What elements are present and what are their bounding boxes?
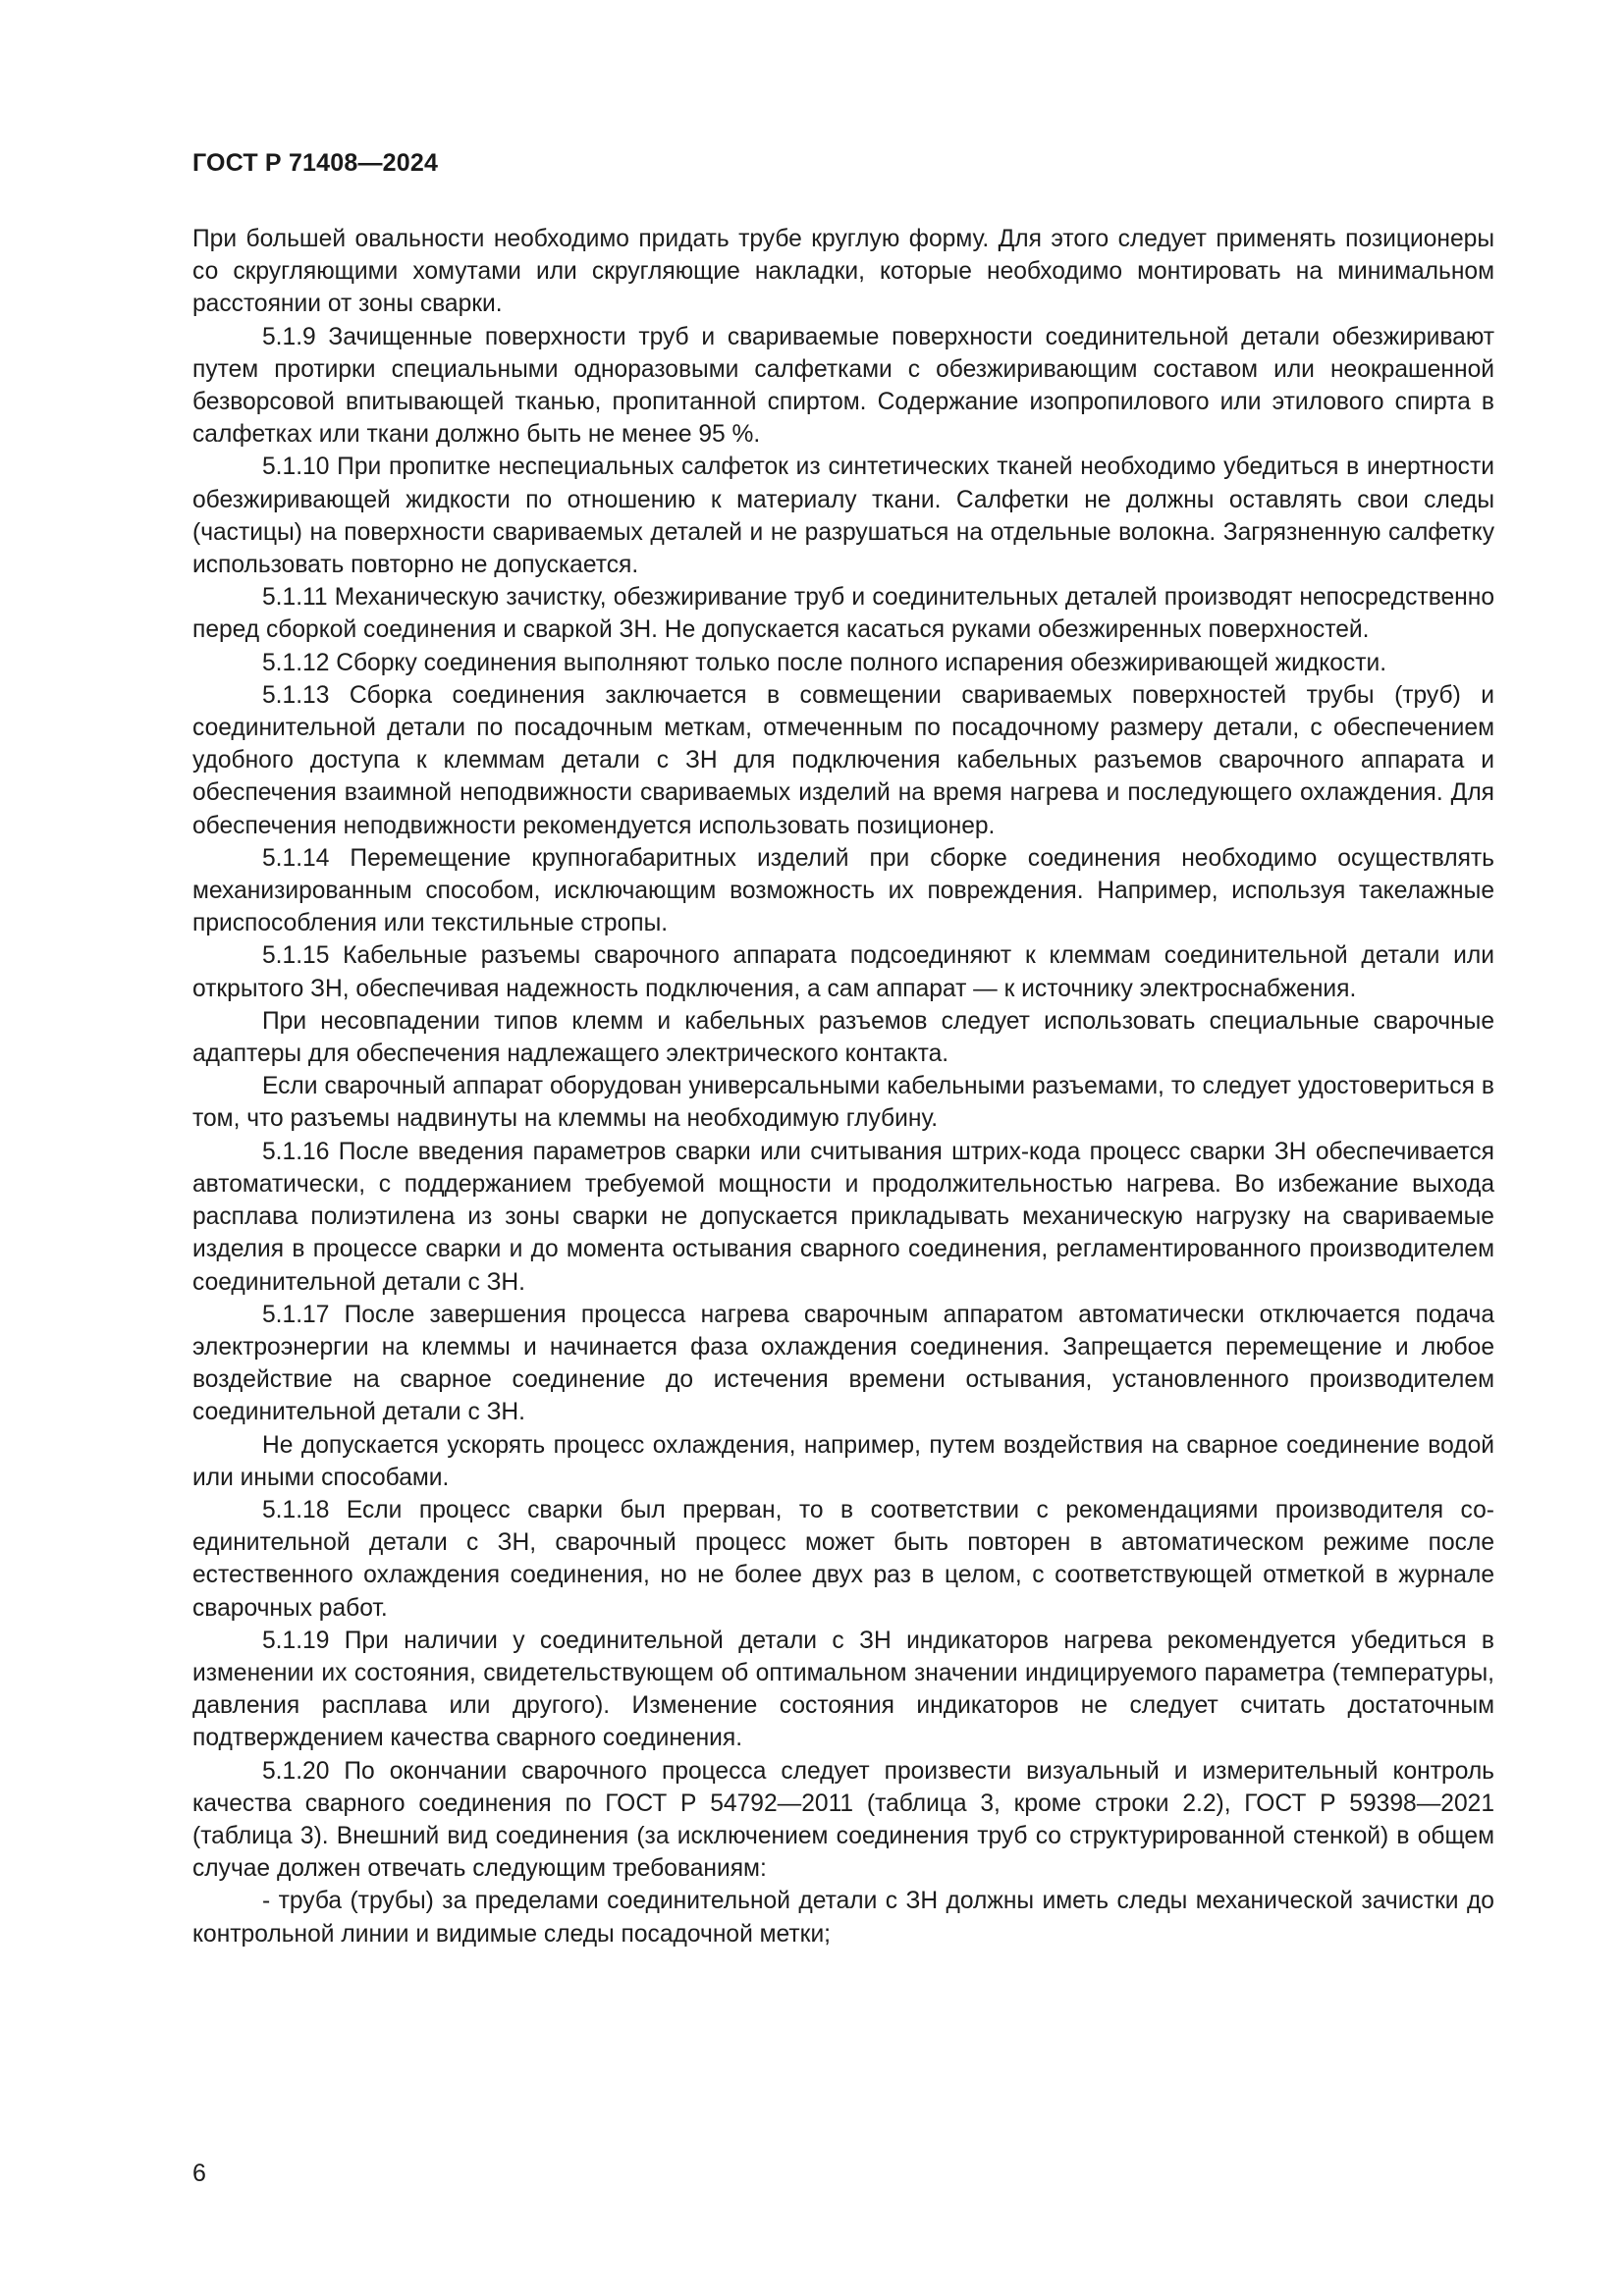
paragraph-5-1-13: 5.1.13 Сборка соединения заключается в совмещении свариваемых поверхностей трубы (труб) и соединительной детали по посадочным меткам, отмеченным по посадочному размеру детали, с обеспечением удобного доступа к клеммам детали с ЗН для подключения кабельных разъемов сварочного аппарата и обеспечения взаимной неподвижности свариваемых изделий на время нагрева и последующего охлаждения. Для обеспечения неподвижности рекомендуется использовать позиционер.	[192, 681, 1494, 839]
paragraph-universal-connectors: Если сварочный аппарат оборудован универсальными кабельными разъемами, то следует удостовериться в том, что разъемы надвинуты на клеммы на необходимую глубину.	[192, 1073, 1494, 1133]
paragraph-5-1-10: 5.1.10 При пропитке неспециальных салфеток из синтетических тканей необходимо убедиться в инертности обезжиривающей жидкости по отношению к материалу ткани. Салфетки не должны оставлять свои следы (частицы) на поверхности свариваемых деталей и не разрушаться на отдельные волокна. Загрязненную салфетку использовать повторно не допускается.	[192, 454, 1494, 579]
paragraph-5-1-11: 5.1.11 Механическую зачистку, обезжиривание труб и соединительных деталей производят непосредственно перед сборкой соединения и сваркой ЗН. Не допускается касаться руками обезжиренных поверхностей.	[192, 584, 1494, 644]
paragraph-continuation-ovality: При большей овальности необходимо придать трубе круглую форму. Для этого следует применять позиционеры со скругляющими хомутами или скругляющие накладки, которые необходимо монтировать на минимальном расстоянии от зоны сварки.	[192, 226, 1494, 318]
document-body	[192, 223, 1494, 1950]
paragraph-5-1-15: 5.1.15 Кабельные разъемы сварочного аппарата подсоединяют к клеммам соединительной детали или открытого ЗН, обеспечивая надежность подключения, а сам аппарат — к источнику электроснабжения.	[192, 942, 1494, 1002]
paragraph-cooling: Не допускается ускорять процесс охлаждения, например, путем воздействия на сварное соединение водой или иными способами.	[192, 1431, 1494, 1491]
paragraph-adapters: При несовпадении типов клемм и кабельных разъемов следует использовать специальные сварочные адаптеры для обеспечения надлежащего электрического контакта.	[192, 1007, 1494, 1068]
paragraph-5-1-17: 5.1.17 После завершения процесса нагрева сварочным аппаратом автоматически отключается подача электроэнергии на клеммы и начинается фаза охлаждения соединения. Запрещается перемещение и любое воздействие на сварное соединение до истечения времени остывания, установленного производителем соединительной детали с ЗН.	[192, 1301, 1494, 1426]
list-item-pipe-requirements: - труба (трубы) за пределами соединительной детали с ЗН должны иметь следы механической зачистки до контрольной линии и видимые следы посадочной метки;	[192, 1888, 1494, 1948]
paragraph-5-1-18: 5.1.18 Если процесс сварки был прерван, то в соответствии с рекомендациями производителя соединительной детали с ЗН, сварочный процесс может быть повторен в автоматическом режиме после естественного охлаждения соединения, но не более двух раз в целом, с соответствующей отметкой в журнале сварочных работ.	[192, 1496, 1494, 1622]
page-number: 6	[192, 2160, 206, 2187]
paragraph-5-1-9: 5.1.9 Зачищенные поверхности труб и свариваемые поверхности соединительной детали обезжиривают путем протирки специальными одноразовыми салфетками с обезжиривающим составом или неокрашенной безворсовой впитывающей тканью, пропитанной спиртом. Содержание изопропилового или этилового спирта в салфетках или ткани должно быть не менее 95 %.	[192, 323, 1494, 449]
paragraph-5-1-20: 5.1.20 По окончании сварочного процесса следует произвести визуальный и измерительный контроль качества сварного соединения по ГОСТ Р 54792—2011 (таблица 3, кроме строки 2.2), ГОСТ Р 59398—2021 (таблица 3). Внешний вид соединения (за исключением соединения труб со структурированной стенкой) в общем случае должен отвечать следующим требованиям:	[192, 1757, 1494, 1883]
paragraph-5-1-19: 5.1.19 При наличии у соединительной детали с ЗН индикаторов нагрева рекомендуется убедиться в изменении их состояния, свидетельствующем об оптимальном значении индицируемого параметра (температуры, давления расплава или другого). Изменение состояния индикаторов не следует считать достаточным подтверждением качества сварного соединения.	[192, 1627, 1494, 1752]
paragraph-5-1-14: 5.1.14 Перемещение крупногабаритных изделий при сборке соединения необходимо осуществлять механизированным способом, исключающим возможность их повреждения. Например, используя такелажные приспособления или текстильные стропы.	[192, 844, 1494, 937]
document-header: ГОСТ Р 71408—2024	[192, 149, 439, 177]
paragraph-5-1-12: 5.1.12 Сборку соединения выполняют только после полного испарения обезжиривающей жидкости.	[262, 649, 1387, 676]
paragraph-5-1-16: 5.1.16 После введения параметров сварки или считывания штрих-кода процесс сварки ЗН обеспечивается автоматически, с поддержанием требуемой мощности и продолжительностью нагрева. Во избежание выхода расплава полиэтилена из зоны сварки не допускается прикладывать механическую нагрузку на свариваемые изделия в процессе сварки и до момента остывания сварного соединения, регламентированного производителем соединительной детали с ЗН.	[192, 1138, 1494, 1296]
